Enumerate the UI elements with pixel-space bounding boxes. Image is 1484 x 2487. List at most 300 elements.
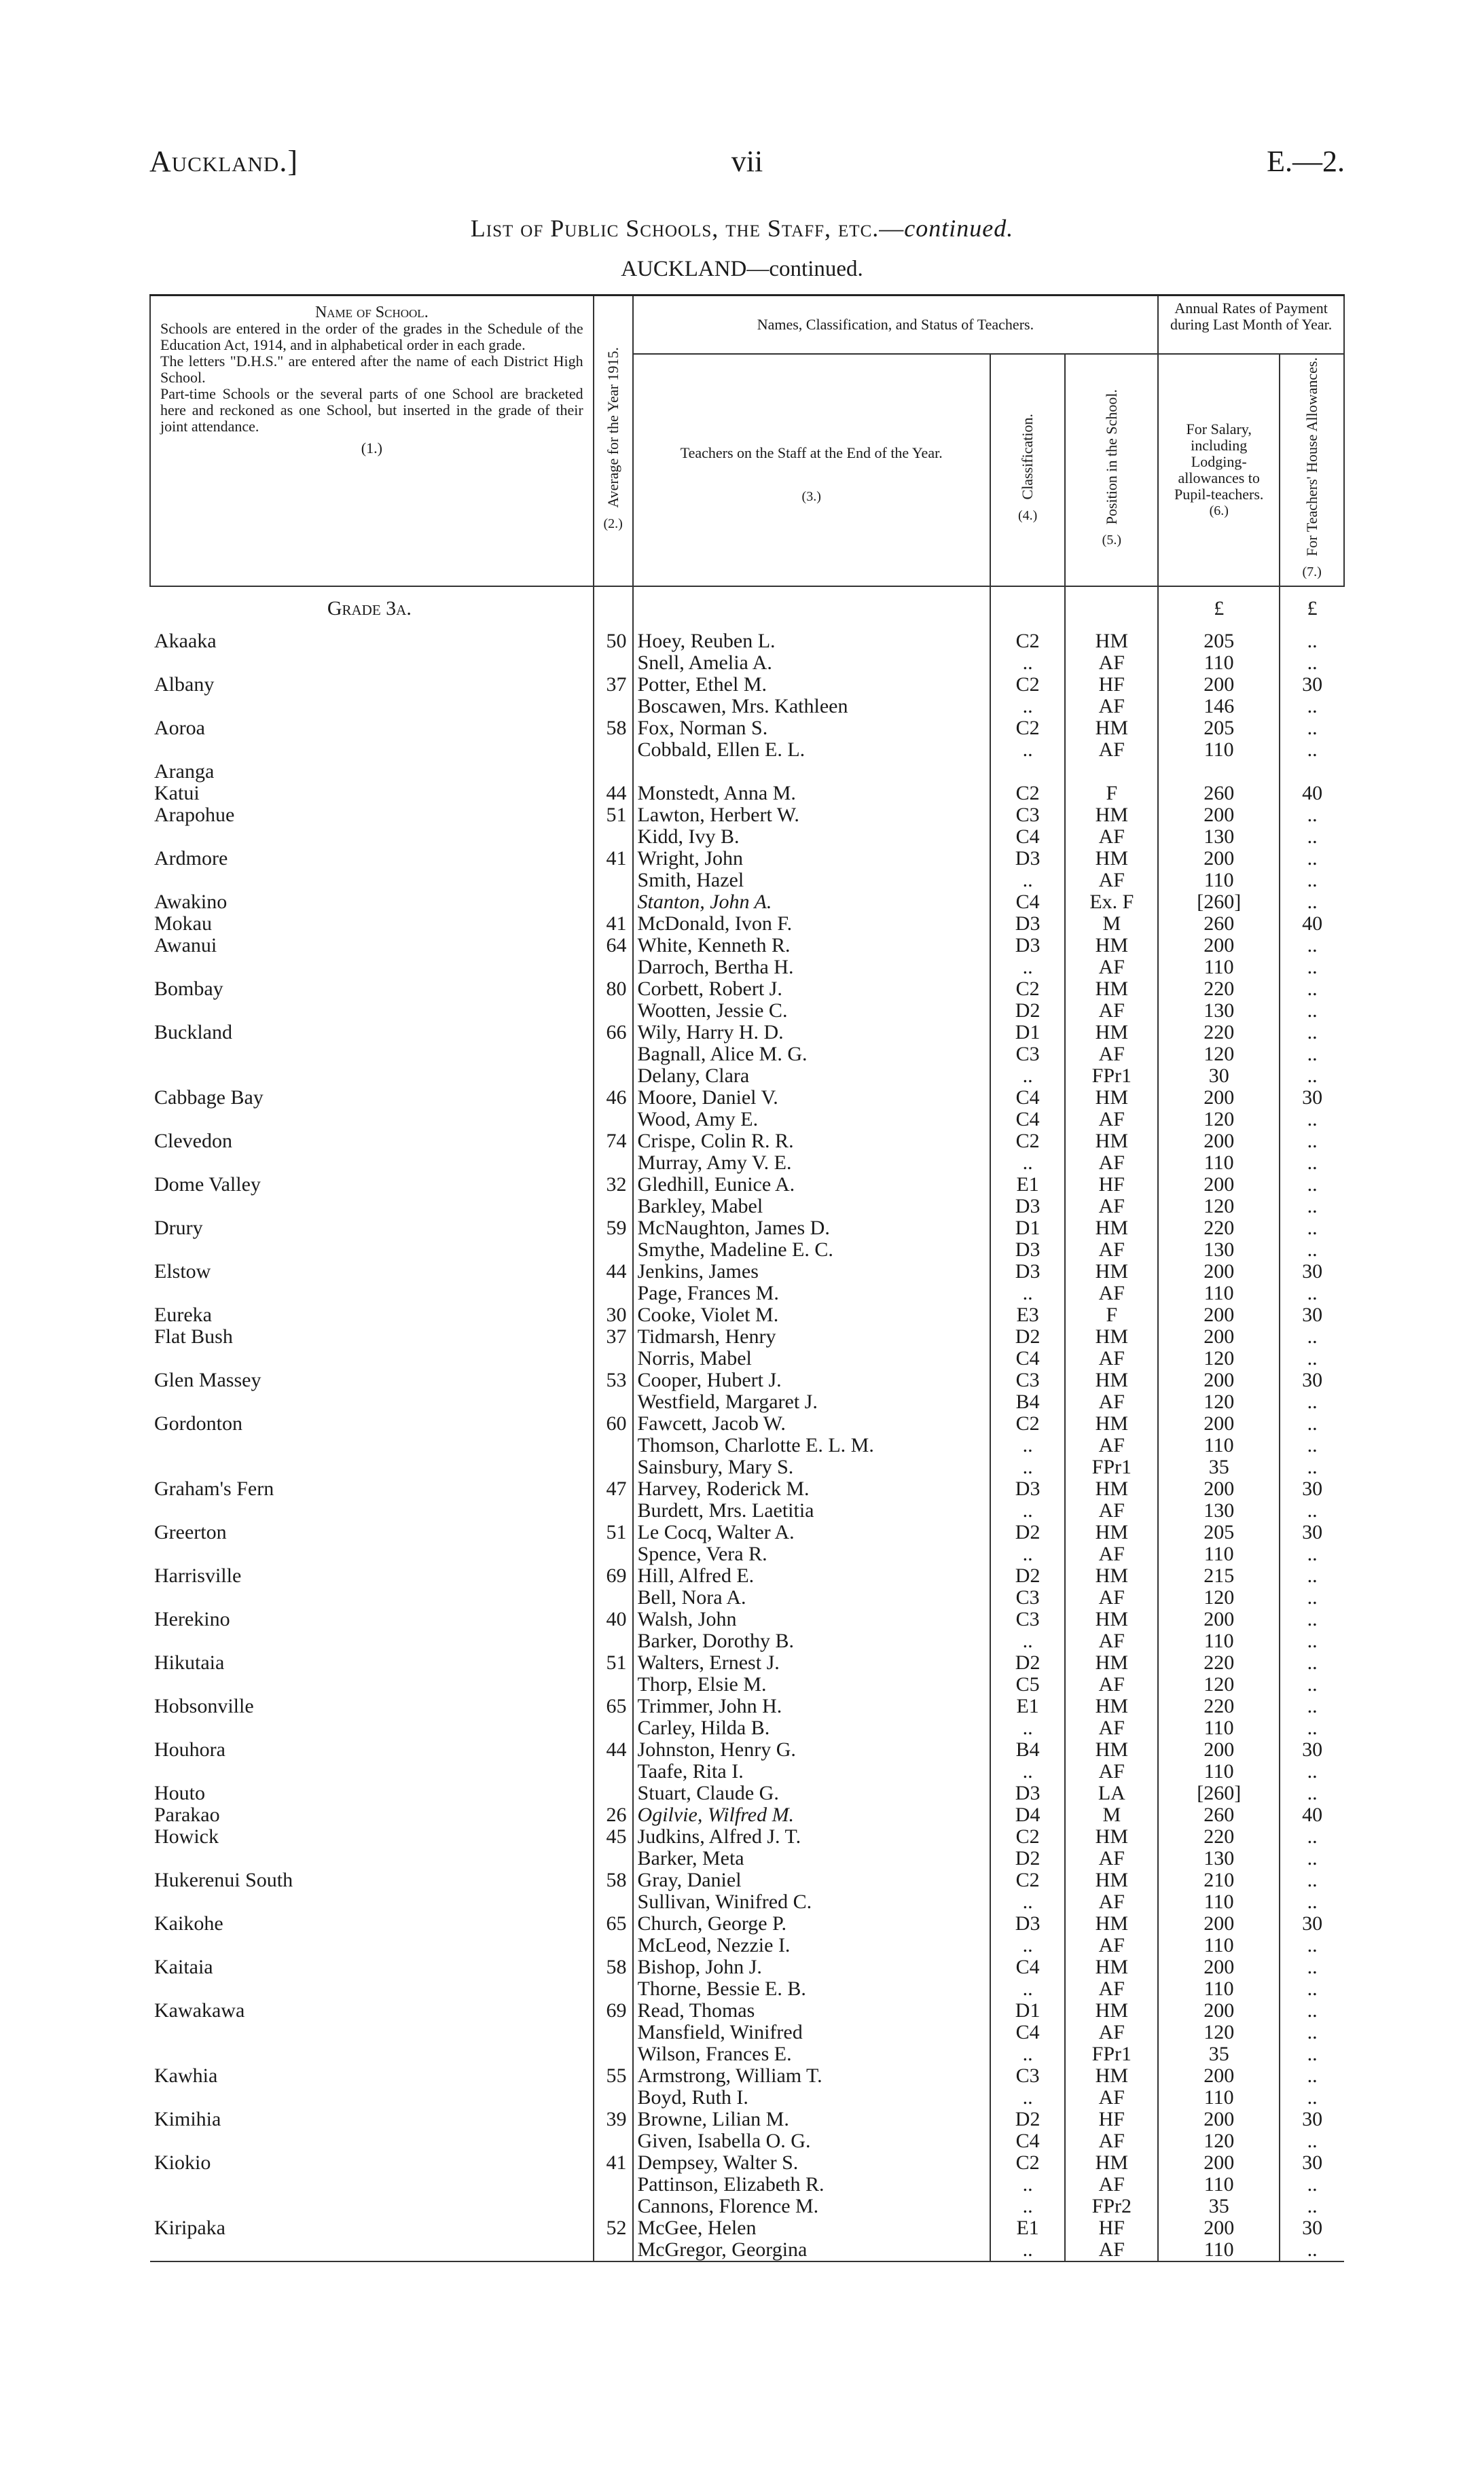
classification: C4: [990, 2130, 1066, 2152]
table-row: [150, 1109, 1344, 1130]
teacher-name: Wootten, Jessie C.: [633, 1000, 990, 1022]
column-header-school-name: [150, 296, 594, 586]
column-number-4: (4.): [1017, 507, 1038, 523]
classification: ..: [990, 1978, 1066, 2000]
average-attendance: [594, 1391, 633, 1413]
salary: 260: [1158, 783, 1280, 804]
position: M: [1065, 913, 1158, 935]
column-header-classification: [990, 354, 1066, 586]
house-allowance: 40: [1302, 782, 1323, 804]
table-row: [150, 1674, 1344, 1696]
house-allowance: 30: [1302, 1912, 1323, 1935]
salary: 110: [1158, 1152, 1280, 1174]
table-row: [150, 1326, 1344, 1348]
house-allowance: ..: [1307, 1934, 1318, 1956]
teacher-name: Stanton, John A.: [633, 891, 990, 913]
teacher-name: Smythe, Madeline E. C.: [633, 1239, 990, 1261]
position: HM: [1065, 1739, 1158, 1761]
salary: 200: [1158, 848, 1280, 870]
average-attendance: [594, 1348, 633, 1370]
teacher-name: Thorne, Bessie E. B.: [633, 1978, 990, 2000]
teacher-name: Cooper, Hubert J.: [633, 1370, 990, 1391]
column-group-teachers: Names, Classification, and Status of Teachers.: [633, 296, 1159, 355]
house-allowance: 30: [1302, 1304, 1323, 1326]
teacher-name: Sullivan, Winifred C.: [633, 1891, 990, 1913]
list-title-main: List of Public Schools, the Staff, etc.—: [470, 215, 905, 242]
school-name: Bombay: [150, 978, 594, 1000]
house-allowance: ..: [1307, 1043, 1318, 1065]
column-number-7: (7.): [1302, 564, 1322, 579]
position: AF: [1065, 1000, 1158, 1022]
table-row: [150, 1565, 1344, 1587]
classification: C3: [990, 1043, 1066, 1065]
school-name: [150, 1283, 594, 1304]
average-attendance: 69: [594, 1565, 633, 1587]
classification: D2: [990, 1326, 1066, 1348]
classification: ..: [990, 2174, 1066, 2196]
salary: 110: [1158, 870, 1280, 891]
classification: C3: [990, 1609, 1066, 1630]
position: HM: [1065, 1326, 1158, 1348]
average-attendance: [594, 1152, 633, 1174]
classification: ..: [990, 1500, 1066, 1522]
school-name: Houto: [150, 1783, 594, 1804]
table-row: [150, 1174, 1344, 1196]
classification: ..: [990, 1065, 1066, 1087]
house-allowance: ..: [1307, 1456, 1318, 1478]
position: AF: [1065, 2174, 1158, 2196]
position: HM: [1065, 1826, 1158, 1848]
average-attendance: 30: [594, 1304, 633, 1326]
average-attendance: 51: [594, 1522, 633, 1543]
table-row: [150, 2239, 1344, 2261]
position: HM: [1065, 1261, 1158, 1283]
teacher-name: Kidd, Ivy B.: [633, 826, 990, 848]
position: HM: [1065, 1609, 1158, 1630]
average-attendance: [594, 2196, 633, 2217]
position: AF: [1065, 1348, 1158, 1370]
position: HF: [1065, 1174, 1158, 1196]
school-name: [150, 1500, 594, 1522]
average-attendance: 66: [594, 1022, 633, 1043]
salary: 120: [1158, 1674, 1280, 1696]
table-row: [150, 1500, 1344, 1522]
table-row: [150, 1891, 1344, 1913]
position: HM: [1065, 1217, 1158, 1239]
average-attendance: 52: [594, 2217, 633, 2239]
school-name: Mokau: [150, 913, 594, 935]
teacher-name: Hoey, Reuben L.: [633, 630, 990, 652]
school-name: [150, 826, 594, 848]
classification: C2: [990, 1130, 1066, 1152]
salary: 200: [1158, 1261, 1280, 1283]
table-row: [150, 2109, 1344, 2130]
position: M: [1065, 1804, 1158, 1826]
average-attendance: 58: [594, 717, 633, 739]
school-name: [150, 1935, 594, 1956]
classification: C4: [990, 1109, 1066, 1130]
school-name: [150, 1717, 594, 1739]
classification: ..: [990, 1630, 1066, 1652]
house-allowance: ..: [1307, 1499, 1318, 1522]
classification: C2: [990, 1413, 1066, 1435]
teacher-name: Barker, Dorothy B.: [633, 1630, 990, 1652]
salary: 205: [1158, 717, 1280, 739]
salary: 210: [1158, 1869, 1280, 1891]
teacher-name: Gledhill, Eunice A.: [633, 1174, 990, 1196]
teacher-name: Cooke, Violet M.: [633, 1304, 990, 1326]
house-allowance: ..: [1307, 999, 1318, 1022]
position: AF: [1065, 1891, 1158, 1913]
salary: 110: [1158, 1435, 1280, 1456]
school-name: [150, 2196, 594, 2217]
table-row: [150, 913, 1344, 935]
house-allowance: ..: [1307, 1108, 1318, 1130]
average-attendance: [594, 1935, 633, 1956]
teacher-name: Boscawen, Mrs. Kathleen: [633, 696, 990, 717]
school-name: Buckland: [150, 1022, 594, 1043]
position: AF: [1065, 826, 1158, 848]
house-allowance: ..: [1307, 1195, 1318, 1217]
teacher-name: Cobbald, Ellen E. L.: [633, 739, 990, 761]
classification: ..: [990, 1761, 1066, 1783]
teacher-name: White, Kenneth R.: [633, 935, 990, 956]
house-allowance: ..: [1307, 1673, 1318, 1696]
average-attendance: 37: [594, 674, 633, 696]
school-name: [150, 1630, 594, 1652]
classification: B4: [990, 1391, 1066, 1413]
house-allowance: ..: [1307, 934, 1318, 956]
table-row: [150, 1000, 1344, 1022]
house-allowance: ..: [1307, 1869, 1318, 1891]
house-allowance: ..: [1307, 2195, 1318, 2217]
school-name: [150, 2239, 594, 2261]
average-attendance: 65: [594, 1696, 633, 1717]
table-row: [150, 1913, 1344, 1935]
house-allowance: ..: [1307, 1325, 1318, 1348]
average-attendance: 45: [594, 1826, 633, 1848]
house-allowance: ..: [1280, 2239, 1344, 2261]
position: AF: [1065, 2022, 1158, 2043]
average-attendance: [594, 739, 633, 761]
average-attendance: 41: [594, 2152, 633, 2174]
classification: D2: [990, 1652, 1066, 1674]
position: HM: [1065, 1652, 1158, 1674]
school-name: [150, 739, 594, 761]
school-name: Awakino: [150, 891, 594, 913]
house-heading: For Teachers' House Allowances.: [1303, 357, 1320, 556]
table-row: [150, 1543, 1344, 1565]
average-attendance: [594, 956, 633, 978]
average-attendance: [594, 826, 633, 848]
table-row: [150, 1087, 1344, 1109]
school-name: [150, 696, 594, 717]
house-allowance: ..: [1307, 1782, 1318, 1804]
teacher-name: Potter, Ethel M.: [633, 674, 990, 696]
teacher-name: Armstrong, William T.: [633, 2065, 990, 2087]
average-attendance: [594, 2174, 633, 2196]
salary: 220: [1158, 1022, 1280, 1043]
school-name: Houhora: [150, 1739, 594, 1761]
table-row: [150, 717, 1344, 739]
table-row: [150, 630, 1344, 652]
teacher-name: Murray, Amy V. E.: [633, 1152, 990, 1174]
position: AF: [1065, 1239, 1158, 1261]
table-row: [150, 1761, 1344, 1783]
school-name: Flat Bush: [150, 1326, 594, 1348]
position: [1065, 761, 1158, 783]
classification: D2: [990, 1522, 1066, 1543]
house-allowance: ..: [1307, 1847, 1318, 1869]
table-row: [150, 1283, 1344, 1304]
school-name: [150, 1239, 594, 1261]
classification: ..: [990, 1456, 1066, 1478]
position: HM: [1065, 1956, 1158, 1978]
teacher-name: Monstedt, Anna M.: [633, 783, 990, 804]
position: AF: [1065, 870, 1158, 891]
salary: 130: [1158, 826, 1280, 848]
table-row: [150, 1239, 1344, 1261]
salary: 200: [1158, 1609, 1280, 1630]
table-row: [150, 739, 1344, 761]
average-attendance: [594, 1109, 633, 1130]
position: AF: [1065, 1391, 1158, 1413]
school-name: Kiripaka: [150, 2217, 594, 2239]
salary: 110: [1158, 2087, 1280, 2109]
classification: C2: [990, 1869, 1066, 1891]
average-attendance: [594, 1674, 633, 1696]
house-allowance: ..: [1307, 1999, 1318, 2022]
average-attendance: 44: [594, 1739, 633, 1761]
school-name: Kaitaia: [150, 1956, 594, 1978]
list-title-continued: continued.: [904, 215, 1014, 242]
teacher-name: Trimmer, John H.: [633, 1696, 990, 1717]
salary: 146: [1158, 696, 1280, 717]
average-attendance: 47: [594, 1478, 633, 1500]
average-attendance: [594, 761, 633, 783]
teacher-name: Browne, Lilian M.: [633, 2109, 990, 2130]
school-name: Ardmore: [150, 848, 594, 870]
school-name: Katui: [150, 783, 594, 804]
table-row: [150, 2130, 1344, 2152]
position: HM: [1065, 1913, 1158, 1935]
teacher-name: Page, Frances M.: [633, 1283, 990, 1304]
average-attendance: [594, 2022, 633, 2043]
house-allowance: ..: [1307, 1608, 1318, 1630]
house-allowance: 30: [1302, 1738, 1323, 1761]
classification: C3: [990, 2065, 1066, 2087]
average-attendance: 41: [594, 848, 633, 870]
salary: 110: [1158, 1717, 1280, 1739]
house-allowance: ..: [1307, 2043, 1318, 2065]
table-row: [150, 1304, 1344, 1326]
average-attendance: [594, 2130, 633, 2152]
teacher-name: [633, 761, 990, 783]
school-name: Dome Valley: [150, 1174, 594, 1196]
school-name: [150, 2043, 594, 2065]
school-name: [150, 1674, 594, 1696]
house-allowance: ..: [1307, 1021, 1318, 1043]
average-attendance: [594, 652, 633, 674]
classification: E1: [990, 1696, 1066, 1717]
table-row: [150, 1217, 1344, 1239]
house-allowance: ..: [1307, 825, 1318, 848]
house-allowance: ..: [1307, 1717, 1318, 1739]
classification: ..: [990, 1283, 1066, 1304]
column-header-salary: [1158, 354, 1280, 586]
school-name: Arapohue: [150, 804, 594, 826]
position: HF: [1065, 674, 1158, 696]
house-allowance: ..: [1307, 2173, 1318, 2196]
house-allowance: ..: [1307, 1217, 1318, 1239]
average-attendance: [594, 2087, 633, 2109]
school-name: [150, 1435, 594, 1456]
average-attendance: [594, 2239, 633, 2261]
average-attendance: [594, 1196, 633, 1217]
table-row: [150, 956, 1344, 978]
classification: D3: [990, 848, 1066, 870]
classification: C4: [990, 826, 1066, 848]
position: AF: [1065, 1500, 1158, 1522]
position: F: [1065, 783, 1158, 804]
classification: D3: [990, 913, 1066, 935]
school-name: [150, 1196, 594, 1217]
teacher-name: Moore, Daniel V.: [633, 1087, 990, 1109]
teacher-name: McDonald, Ivon F.: [633, 913, 990, 935]
classification: D2: [990, 1565, 1066, 1587]
salary: 200: [1158, 2065, 1280, 2087]
teacher-name: Delany, Clara: [633, 1065, 990, 1087]
salary: 200: [1158, 1087, 1280, 1109]
column-header-house: [1280, 354, 1344, 586]
average-attendance: 58: [594, 1869, 633, 1891]
table-row: [150, 1696, 1344, 1717]
position: AF: [1065, 2087, 1158, 2109]
table-row: [150, 2022, 1344, 2043]
school-name: Hikutaia: [150, 1652, 594, 1674]
school-name: [150, 1152, 594, 1174]
salary: 220: [1158, 1217, 1280, 1239]
average-attendance: [594, 1587, 633, 1609]
teacher-name: Dempsey, Walter S.: [633, 2152, 990, 2174]
salary: 110: [1158, 1283, 1280, 1304]
table-row: [150, 2152, 1344, 2174]
position: HM: [1065, 1087, 1158, 1109]
position: AF: [1065, 1283, 1158, 1304]
house-allowance: ..: [1307, 978, 1318, 1000]
teacher-name: Thorp, Elsie M.: [633, 1674, 990, 1696]
teacher-name: Given, Isabella O. G.: [633, 2130, 990, 2152]
column-number-1: (1.): [361, 440, 382, 457]
classification: [990, 761, 1066, 783]
table-row: [150, 1587, 1344, 1609]
school-name: [150, 1456, 594, 1478]
salary: [260]: [1158, 1783, 1280, 1804]
position: HM: [1065, 2000, 1158, 2022]
position: HM: [1065, 848, 1158, 870]
average-attendance: [594, 1630, 633, 1652]
position: HM: [1065, 804, 1158, 826]
table-row: [150, 1391, 1344, 1413]
salary: 260: [1158, 913, 1280, 935]
house-allowance: ..: [1307, 1151, 1318, 1174]
position: AF: [1065, 652, 1158, 674]
salary: 110: [1158, 956, 1280, 978]
table-row: [150, 1261, 1344, 1283]
teacher-name: Spence, Vera R.: [633, 1543, 990, 1565]
salary: 120: [1158, 2130, 1280, 2152]
school-name: Albany: [150, 674, 594, 696]
position: AF: [1065, 1674, 1158, 1696]
house-allowance: ..: [1307, 1956, 1318, 1978]
average-attendance: 50: [594, 630, 633, 652]
school-name-note-3: Part-time Schools or the several parts of one School are bracketed here and reckoned as one School, but inserted in the grade of their joint attendance.: [160, 385, 583, 435]
grade-row: [150, 586, 1344, 630]
classification: C2: [990, 717, 1066, 739]
classification: ..: [990, 2087, 1066, 2109]
position: AF: [1065, 1978, 1158, 2000]
table-row: [150, 1609, 1344, 1630]
table-row: [150, 761, 1344, 783]
average-attendance: 37: [594, 1326, 633, 1348]
teacher-name: McNaughton, James D.: [633, 1217, 990, 1239]
salary: 120: [1158, 1587, 1280, 1609]
classification: D1: [990, 1022, 1066, 1043]
position: HM: [1065, 1478, 1158, 1500]
teacher-name: Walters, Ernest J.: [633, 1652, 990, 1674]
position: AF: [1065, 1435, 1158, 1456]
teacher-name: Wright, John: [633, 848, 990, 870]
school-name: [150, 1000, 594, 1022]
table-row: [150, 1869, 1344, 1891]
school-name: Howick: [150, 1826, 594, 1848]
table-row: [150, 848, 1344, 870]
classification: ..: [990, 1717, 1066, 1739]
average-attendance: [594, 2043, 633, 2065]
school-name: Akaaka: [150, 630, 594, 652]
salary: 30: [1158, 1065, 1280, 1087]
table-row: [150, 1717, 1344, 1739]
salary: 130: [1158, 1848, 1280, 1869]
average-attendance: [594, 1435, 633, 1456]
school-name: Kimihia: [150, 2109, 594, 2130]
average-attendance: [594, 1543, 633, 1565]
teacher-name: Church, George P.: [633, 1913, 990, 1935]
school-name: Aoroa: [150, 717, 594, 739]
table-row: [150, 1065, 1344, 1087]
classification-heading: Classification.: [1019, 414, 1036, 500]
salary: 110: [1158, 2239, 1280, 2261]
average-attendance: 44: [594, 1261, 633, 1283]
school-name: [150, 870, 594, 891]
salary: 200: [1158, 1174, 1280, 1196]
salary: [1158, 761, 1280, 783]
house-allowance: ..: [1307, 1434, 1318, 1456]
salary: [260]: [1158, 891, 1280, 913]
house-allowance: ..: [1307, 1978, 1318, 2000]
salary: 110: [1158, 2174, 1280, 2196]
school-name: Hukerenui South: [150, 1869, 594, 1891]
average-attendance: 60: [594, 1413, 633, 1435]
position: HM: [1065, 2065, 1158, 2087]
teacher-name: Pattinson, Elizabeth R.: [633, 2174, 990, 2196]
position: AF: [1065, 2130, 1158, 2152]
classification: ..: [990, 1543, 1066, 1565]
average-heading: Average for the Year 1915.: [604, 347, 621, 508]
teacher-name: Johnston, Henry G.: [633, 1739, 990, 1761]
position: AF: [1065, 1935, 1158, 1956]
salary: 200: [1158, 1326, 1280, 1348]
